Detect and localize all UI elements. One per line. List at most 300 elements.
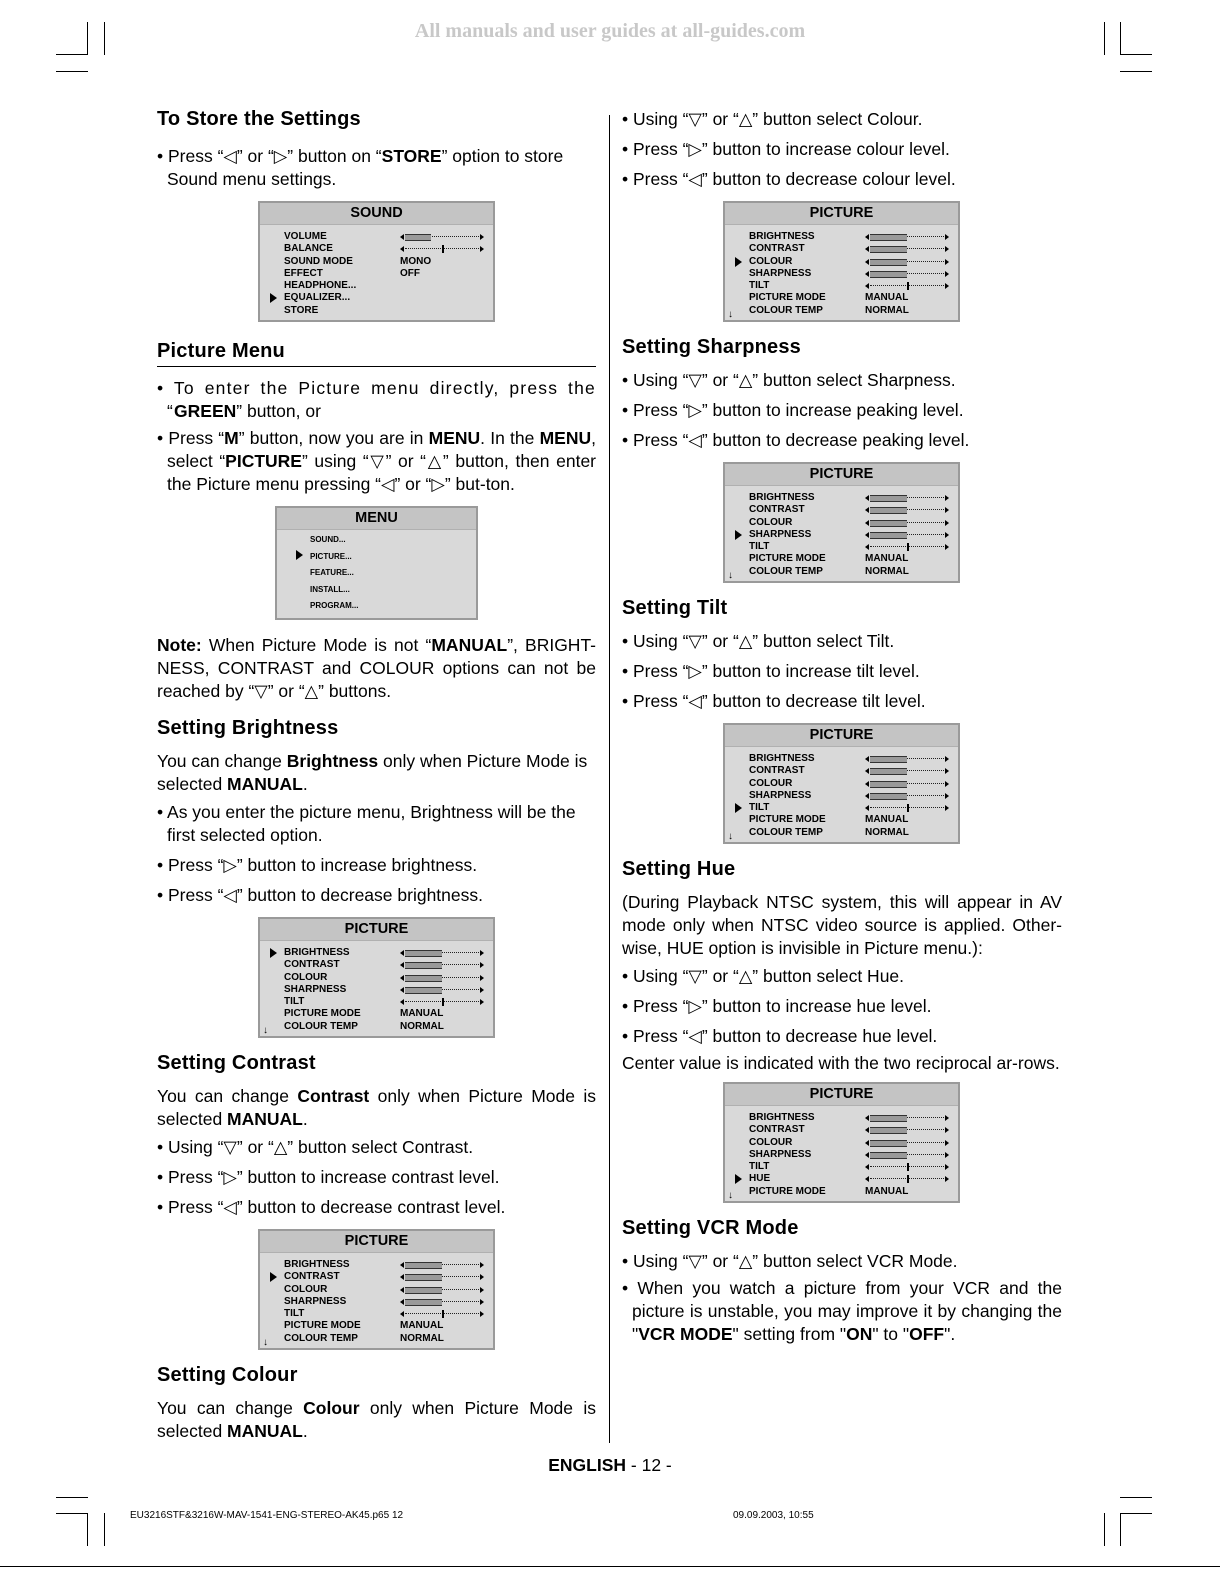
osd-row xyxy=(284,996,493,1008)
crop-mark xyxy=(56,1497,88,1498)
left-arrow-icon xyxy=(400,246,404,252)
osd-row xyxy=(749,778,958,790)
left-arrow-icon xyxy=(400,1262,404,1268)
osd-row-value: MANUAL xyxy=(400,1320,444,1332)
osd-row-label: PICTURE MODE xyxy=(749,553,826,565)
right-arrow-icon xyxy=(480,950,484,956)
right-arrow-icon xyxy=(945,1140,949,1146)
osd-row-label: PICTURE MODE xyxy=(284,1320,361,1332)
level-fill xyxy=(870,756,907,763)
osd-row-label: COLOUR TEMP xyxy=(284,1020,358,1032)
level-bar xyxy=(865,544,949,550)
osd-row-label: COLOUR xyxy=(749,255,793,267)
level-fill xyxy=(405,975,442,982)
osd-row-label: SHARPNESS xyxy=(749,789,812,801)
osd-title: PICTURE xyxy=(260,919,493,941)
center-marker xyxy=(442,1310,444,1318)
osd-row-label: EFFECT xyxy=(284,267,323,279)
left-arrow-icon xyxy=(865,1140,869,1146)
picture-menu-heading: Picture Menu xyxy=(157,340,596,367)
picture-osd-sharpness xyxy=(723,462,960,583)
osd-row-value: NORMAL xyxy=(400,1020,444,1032)
hue-bullet-2: • Press “▷” button to increase hue level. xyxy=(622,996,932,1016)
osd-rows xyxy=(749,492,958,578)
osd-row xyxy=(284,1320,493,1332)
level-fill xyxy=(870,234,907,241)
colour-intro: You can change Colour only when Picture Mode is selected MANUAL. xyxy=(157,1398,596,1441)
level-bar xyxy=(865,781,949,787)
osd-row-value: MANUAL xyxy=(865,553,909,565)
osd-row xyxy=(749,1112,958,1124)
right-arrow-icon xyxy=(945,544,949,550)
center-marker xyxy=(907,282,909,290)
left-arrow-icon xyxy=(865,781,869,787)
crop-mark xyxy=(1120,71,1152,72)
osd-row-label: SOUND MODE xyxy=(284,255,353,267)
osd-row-value: MANUAL xyxy=(865,1185,909,1197)
level-bar xyxy=(865,1127,949,1133)
osd-row xyxy=(310,549,476,566)
osd-row xyxy=(749,827,958,839)
selection-pointer-icon xyxy=(735,257,742,267)
osd-row-label: STORE xyxy=(284,304,319,316)
osd-row-label: TILT xyxy=(749,1161,770,1173)
osd-row xyxy=(284,1284,493,1296)
right-arrow-icon xyxy=(945,507,949,513)
osd-row xyxy=(749,292,958,304)
level-fill xyxy=(870,520,907,527)
level-fill xyxy=(870,507,907,514)
column-divider xyxy=(609,115,610,1443)
level-bar xyxy=(865,259,949,265)
osd-row-value: OFF xyxy=(400,267,420,279)
contrast-heading: Setting Contrast xyxy=(157,1052,316,1074)
selection-pointer-icon xyxy=(735,803,742,813)
crop-mark xyxy=(1104,1513,1105,1546)
left-arrow-icon xyxy=(865,283,869,289)
osd-row xyxy=(284,972,493,984)
level-bar xyxy=(400,246,484,252)
osd-row xyxy=(284,243,493,255)
picture-osd-contrast xyxy=(258,1229,495,1350)
picture-menu-bullet-1: • To enter the Picture menu directly, press the “GREEN” button, or xyxy=(157,378,596,421)
left-arrow-icon xyxy=(865,532,869,538)
osd-row-label: SHARPNESS xyxy=(284,983,347,995)
level-bar xyxy=(865,1176,949,1182)
osd-row-label: CONTRAST xyxy=(749,243,805,255)
left-arrow-icon xyxy=(865,544,869,550)
osd-row xyxy=(284,959,493,971)
brightness-bullet-3: • Press “◁” button to decrease brightness. xyxy=(157,885,483,905)
crop-mark xyxy=(1120,1513,1152,1514)
left-arrow-icon xyxy=(865,246,869,252)
tilt-bullet-1: • Using “▽” or “△” button select Tilt. xyxy=(622,631,895,651)
level-bar xyxy=(865,532,949,538)
scroll-down-icon: ↓ xyxy=(728,309,733,320)
right-arrow-icon xyxy=(480,1311,484,1317)
osd-row-label: COLOUR xyxy=(749,1136,793,1148)
level-fill xyxy=(870,781,907,788)
osd-row-label: BRIGHTNESS xyxy=(749,231,815,242)
level-bar xyxy=(400,1262,484,1268)
osd-row xyxy=(749,280,958,292)
osd-row-label: TILT xyxy=(749,280,770,292)
osd-row xyxy=(749,256,958,268)
level-bar xyxy=(400,950,484,956)
selection-pointer-icon xyxy=(735,1174,742,1184)
crop-mark xyxy=(1120,22,1121,55)
left-arrow-icon xyxy=(400,1299,404,1305)
left-arrow-icon xyxy=(865,768,869,774)
left-column xyxy=(157,108,596,1443)
osd-row xyxy=(749,504,958,516)
osd-row-label: COLOUR TEMP xyxy=(749,826,823,838)
center-marker xyxy=(907,1175,909,1183)
level-bar xyxy=(865,805,949,811)
level-bar xyxy=(865,1164,949,1170)
level-fill xyxy=(870,532,907,539)
hue-intro: (During Playback NTSC system, this will appear in AV mode only when NTSC video source is applied. Other-wise, HUE option is invisible in Picture menu.): xyxy=(622,892,1062,958)
osd-row-label: SHARPNESS xyxy=(749,267,812,279)
osd-row xyxy=(749,753,958,765)
osd-rows xyxy=(284,947,493,1033)
right-arrow-icon xyxy=(945,756,949,762)
osd-title: SOUND xyxy=(260,203,493,225)
osd-row-label: COLOUR xyxy=(749,516,793,528)
level-fill xyxy=(405,987,442,994)
crop-mark xyxy=(104,1513,105,1546)
tilt-bullet-3: • Press “◁” button to decrease tilt level. xyxy=(622,691,926,711)
osd-row xyxy=(749,1161,958,1173)
selection-pointer-icon xyxy=(296,550,303,560)
osd-row xyxy=(749,231,958,243)
level-bar xyxy=(865,271,949,277)
sharpness-bullet-3: • Press “◁” button to decrease peaking level. xyxy=(622,430,970,450)
brightness-bullet-2: • Press “▷” button to increase brightness. xyxy=(157,855,478,875)
osd-row xyxy=(749,1137,958,1149)
crop-mark xyxy=(87,1513,88,1546)
vcr-heading: Setting VCR Mode xyxy=(622,1217,799,1239)
center-marker xyxy=(907,1163,909,1171)
level-fill xyxy=(870,1115,907,1122)
vcr-bullet-1: • Using “▽” or “△” button select VCR Mode. xyxy=(622,1251,958,1271)
right-arrow-icon xyxy=(945,520,949,526)
watermark: All manuals and user guides at all-guides.com xyxy=(414,20,806,42)
osd-row-label: SHARPNESS xyxy=(284,1295,347,1307)
center-marker xyxy=(442,245,444,253)
left-arrow-icon xyxy=(865,1152,869,1158)
picture-osd-hue xyxy=(723,1082,960,1203)
contrast-bullet-2: • Press “▷” button to increase contrast level. xyxy=(157,1167,500,1187)
colour-bullet-1: • Using “▽” or “△” button select Colour. xyxy=(622,109,923,129)
right-arrow-icon xyxy=(480,975,484,981)
level-bar xyxy=(400,234,484,240)
osd-row-label: PICTURE... xyxy=(310,551,352,561)
osd-row-label: PICTURE MODE xyxy=(749,292,826,304)
right-arrow-icon xyxy=(945,234,949,240)
osd-title: PICTURE xyxy=(725,725,958,747)
osd-row-label: COLOUR TEMP xyxy=(749,304,823,316)
osd-row-value: MANUAL xyxy=(865,814,909,826)
osd-row xyxy=(284,231,493,243)
osd-row-label: TILT xyxy=(749,541,770,553)
crop-mark xyxy=(56,1513,88,1514)
osd-row xyxy=(284,1008,493,1020)
right-arrow-icon xyxy=(480,999,484,1005)
scroll-down-icon: ↓ xyxy=(263,1337,268,1348)
right-arrow-icon xyxy=(480,1262,484,1268)
left-arrow-icon xyxy=(865,520,869,526)
right-arrow-icon xyxy=(945,1152,949,1158)
osd-row xyxy=(749,1186,958,1198)
level-bar xyxy=(400,975,484,981)
osd-row-label: PICTURE MODE xyxy=(284,1008,361,1020)
osd-row-label: COLOUR TEMP xyxy=(749,565,823,577)
picture-osd-brightness xyxy=(258,917,495,1038)
selection-pointer-icon xyxy=(270,293,277,303)
level-fill xyxy=(870,1140,907,1147)
osd-row xyxy=(284,947,493,959)
scroll-down-icon: ↓ xyxy=(728,570,733,581)
osd-row-label: COLOUR xyxy=(284,971,328,983)
left-arrow-icon xyxy=(865,271,869,277)
level-fill xyxy=(405,234,431,241)
scroll-down-icon: ↓ xyxy=(263,1025,268,1036)
osd-row-label: HUE xyxy=(749,1173,771,1185)
level-bar xyxy=(865,507,949,513)
osd-row xyxy=(749,243,958,255)
tilt-bullet-2: • Press “▷” button to increase tilt level. xyxy=(622,661,920,681)
osd-row xyxy=(284,268,493,280)
osd-row xyxy=(749,541,958,553)
osd-rows xyxy=(284,1259,493,1345)
osd-row xyxy=(284,305,493,317)
note-text: Note: When Picture Mode is not “MANUAL”, BRIGHT-NESS, CONTRAST and COLOUR options can not be reached by “▽” or “△” buttons. xyxy=(157,635,596,701)
osd-row-label: CONTRAST xyxy=(284,959,340,971)
osd-row-label: SHARPNESS xyxy=(749,1148,812,1160)
bottom-rule xyxy=(0,1566,1220,1567)
level-fill xyxy=(870,495,907,502)
left-arrow-icon xyxy=(400,962,404,968)
level-bar xyxy=(865,1140,949,1146)
picture-osd-colour xyxy=(723,201,960,322)
osd-row-value: NORMAL xyxy=(865,304,909,316)
osd-row-label: CONTRAST xyxy=(749,1124,805,1136)
scroll-down-icon: ↓ xyxy=(728,831,733,842)
osd-row-value: MANUAL xyxy=(865,292,909,304)
right-arrow-icon xyxy=(480,987,484,993)
osd-row xyxy=(749,814,958,826)
level-fill xyxy=(405,1299,442,1306)
osd-row xyxy=(284,292,493,304)
osd-row xyxy=(310,582,476,599)
right-arrow-icon xyxy=(480,1274,484,1280)
osd-row xyxy=(749,305,958,317)
left-arrow-icon xyxy=(400,1274,404,1280)
contrast-intro: You can change Contrast only when Picture Mode is selected MANUAL. xyxy=(157,1086,596,1129)
level-fill xyxy=(870,259,907,266)
sharpness-bullet-1: • Using “▽” or “△” button select Sharpness. xyxy=(622,370,956,390)
left-arrow-icon xyxy=(400,950,404,956)
osd-row-value: MANUAL xyxy=(400,1008,444,1020)
level-bar xyxy=(400,1274,484,1280)
osd-rows xyxy=(749,1112,958,1198)
level-fill xyxy=(870,768,907,775)
osd-title: MENU xyxy=(277,508,476,530)
osd-row xyxy=(749,268,958,280)
contrast-bullet-3: • Press “◁” button to decrease contrast level. xyxy=(157,1197,506,1217)
left-arrow-icon xyxy=(865,793,869,799)
right-arrow-icon xyxy=(945,271,949,277)
left-arrow-icon xyxy=(400,987,404,993)
osd-row xyxy=(749,492,958,504)
osd-row-label: PROGRAM... xyxy=(310,601,359,610)
osd-rows xyxy=(310,532,476,615)
osd-row-label: SHARPNESS xyxy=(749,528,812,540)
level-bar xyxy=(400,962,484,968)
osd-row-label: INSTALL... xyxy=(310,584,350,594)
brightness-intro: You can change Brightness only when Picture Mode is selected MANUAL. xyxy=(157,751,588,794)
store-bullet: • Press “◁” or “▷” button on “STORE” option to store Sound menu settings. xyxy=(157,146,564,189)
level-bar xyxy=(865,283,949,289)
osd-title: PICTURE xyxy=(260,1231,493,1253)
osd-row-label: TILT xyxy=(284,1308,305,1320)
osd-row xyxy=(310,532,476,549)
crop-mark xyxy=(56,71,88,72)
left-arrow-icon xyxy=(865,1115,869,1121)
level-fill xyxy=(405,1262,442,1269)
osd-rows xyxy=(749,231,958,317)
right-arrow-icon xyxy=(945,781,949,787)
osd-row-label: COLOUR xyxy=(284,1283,328,1295)
left-arrow-icon xyxy=(865,1164,869,1170)
osd-row xyxy=(284,1259,493,1271)
right-arrow-icon xyxy=(945,532,949,538)
crop-mark xyxy=(56,54,88,55)
osd-row-label: BRIGHTNESS xyxy=(749,1112,815,1123)
osd-row xyxy=(284,1333,493,1345)
left-arrow-icon xyxy=(865,1127,869,1133)
level-bar xyxy=(865,756,949,762)
osd-row-label: PICTURE MODE xyxy=(749,1185,826,1197)
osd-row-label: COLOUR TEMP xyxy=(284,1332,358,1344)
right-arrow-icon xyxy=(945,805,949,811)
tilt-heading: Setting Tilt xyxy=(622,597,728,619)
picture-menu-bullet-2: • Press “M” button, now you are in MENU. In the MENU, select “PICTURE” using “▽” or “△” button, then enter the Picture menu pressing “◁” or “▷” but-ton. xyxy=(157,428,597,494)
osd-row-label: BALANCE xyxy=(284,243,333,255)
colour-bullet-3: • Press “◁” button to decrease colour level. xyxy=(622,169,956,189)
osd-row-label: PICTURE MODE xyxy=(749,814,826,826)
osd-row-label: VOLUME xyxy=(284,231,327,242)
print-datetime: 09.09.2003, 10:55 xyxy=(733,1510,814,1521)
main-menu-osd xyxy=(275,506,478,620)
right-arrow-icon xyxy=(945,1127,949,1133)
osd-row xyxy=(749,553,958,565)
selection-pointer-icon xyxy=(270,1272,277,1282)
left-arrow-icon xyxy=(400,234,404,240)
file-name: EU3216STF&3216W-MAV-1541-ENG-STEREO-AK45.p65 12 xyxy=(130,1510,404,1521)
osd-row xyxy=(284,1296,493,1308)
osd-row-value: NORMAL xyxy=(400,1332,444,1344)
selection-pointer-icon xyxy=(270,948,277,958)
osd-row-label: BRIGHTNESS xyxy=(749,753,815,764)
osd-row-label: HEADPHONE... xyxy=(284,280,357,292)
level-fill xyxy=(870,793,907,800)
left-arrow-icon xyxy=(400,975,404,981)
crop-mark xyxy=(1120,54,1152,55)
osd-row xyxy=(749,1149,958,1161)
osd-row-label: CONTRAST xyxy=(749,504,805,516)
scroll-down-icon: ↓ xyxy=(728,1190,733,1201)
osd-row-value: MONO xyxy=(400,255,432,267)
right-arrow-icon xyxy=(480,1299,484,1305)
osd-row xyxy=(310,565,476,582)
left-arrow-icon xyxy=(865,259,869,265)
level-fill xyxy=(405,1274,442,1281)
osd-row xyxy=(749,1124,958,1136)
osd-row-label: COLOUR xyxy=(749,777,793,789)
osd-row-label: TILT xyxy=(749,802,770,814)
hue-bullet-3: • Press “◁” button to decrease hue level. xyxy=(622,1026,938,1046)
osd-title: PICTURE xyxy=(725,203,958,225)
hue-bullet-1: • Using “▽” or “△” button select Hue. xyxy=(622,966,905,986)
crop-mark xyxy=(1104,22,1105,55)
crop-mark xyxy=(87,22,88,55)
right-arrow-icon xyxy=(945,246,949,252)
left-arrow-icon xyxy=(865,495,869,501)
osd-row xyxy=(749,1173,958,1185)
right-arrow-icon xyxy=(945,1115,949,1121)
osd-row xyxy=(749,517,958,529)
right-arrow-icon xyxy=(945,793,949,799)
right-arrow-icon xyxy=(480,246,484,252)
osd-row-label: EQUALIZER... xyxy=(284,292,351,304)
osd-row xyxy=(749,802,958,814)
right-arrow-icon xyxy=(945,283,949,289)
osd-row-label: BRIGHTNESS xyxy=(284,947,350,958)
left-arrow-icon xyxy=(400,1287,404,1293)
crop-mark xyxy=(104,22,105,55)
center-marker xyxy=(442,998,444,1006)
level-bar xyxy=(865,1152,949,1158)
level-bar xyxy=(865,1115,949,1121)
right-arrow-icon xyxy=(945,768,949,774)
sound-menu-osd xyxy=(258,201,495,322)
level-fill xyxy=(870,1127,907,1134)
osd-row xyxy=(284,1308,493,1320)
osd-row-label: CONTRAST xyxy=(749,765,805,777)
left-arrow-icon xyxy=(865,1176,869,1182)
level-bar xyxy=(400,1287,484,1293)
level-bar xyxy=(865,246,949,252)
brightness-bullet-1: • As you enter the picture menu, Brightness will be the first selected option. xyxy=(157,802,576,845)
level-bar xyxy=(865,495,949,501)
level-fill xyxy=(870,271,907,278)
osd-row xyxy=(749,566,958,578)
level-bar xyxy=(865,793,949,799)
level-bar xyxy=(400,1299,484,1305)
right-arrow-icon xyxy=(945,1164,949,1170)
right-arrow-icon xyxy=(945,259,949,265)
osd-rows xyxy=(284,231,493,317)
sharpness-heading: Setting Sharpness xyxy=(622,336,801,358)
right-arrow-icon xyxy=(480,1287,484,1293)
right-arrow-icon xyxy=(480,962,484,968)
center-marker xyxy=(907,804,909,812)
brightness-heading: Setting Brightness xyxy=(157,717,339,739)
crop-mark xyxy=(1120,1497,1152,1498)
left-arrow-icon xyxy=(400,1311,404,1317)
